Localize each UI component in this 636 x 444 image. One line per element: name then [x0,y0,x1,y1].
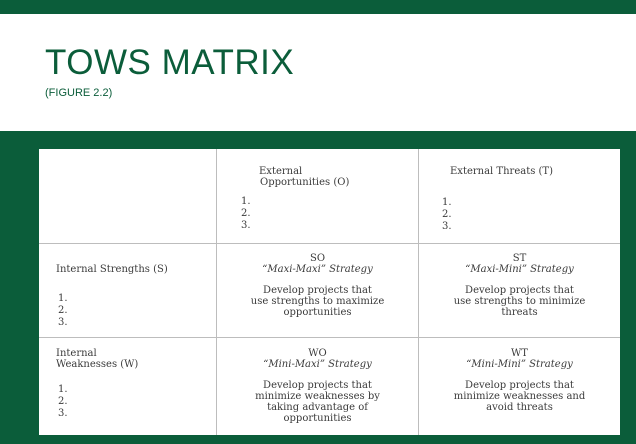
figure-caption: (FIGURE 2.2) [45,87,113,99]
grid-line-horizontal-2 [39,337,620,338]
st-description-line: Develop projects that [465,285,574,296]
opportunities-list [241,196,409,232]
so-description-line: Develop projects that [263,285,372,296]
weaknesses-label-line1: Internal [56,348,97,359]
list-item: 1. [241,196,251,207]
wo-description-line: minimize weaknesses by [255,391,380,402]
opportunities-label-line2: Opportunities (O) [260,177,350,188]
tows-matrix [39,149,620,435]
list-item: 2. [58,396,68,407]
weaknesses-cell [56,348,216,420]
list-item: 3. [241,220,251,231]
wt-description-line: minimize weaknesses and [453,391,586,402]
wt-strategy-name: “Mini-Mini” Strategy [466,359,573,370]
so-strategy-cell [217,253,418,318]
top-green-strip [0,0,636,14]
list-item: 3. [58,317,68,328]
grid-line-horizontal-1 [39,243,620,244]
threats-cell [442,166,612,233]
list-item: 2. [442,209,452,220]
so-code: SO [309,253,326,264]
opportunities-cell [241,166,409,232]
wt-strategy-cell [419,348,620,413]
list-item: 1. [58,293,68,304]
weaknesses-label-line2: Weaknesses (W) [56,359,139,370]
st-description [419,285,620,318]
opportunities-label-line1: External [259,166,303,177]
st-description-line: use strengths to minimize [453,296,586,307]
st-code: ST [512,253,527,264]
weaknesses-list [58,384,216,420]
strengths-label: Internal Strengths (S) [56,264,168,275]
list-item: 1. [58,384,68,395]
list-item: 2. [241,208,251,219]
wo-description-line: opportunities [283,413,352,424]
wo-description-line: taking advantage of [267,402,368,413]
wt-description-line: avoid threats [486,402,553,413]
so-description [217,285,418,318]
wo-description-line: Develop projects that [263,380,372,391]
so-description-line: use strengths to maximize [250,296,385,307]
strengths-cell [56,264,216,329]
wo-description [217,380,418,424]
st-strategy-name: “Maxi-Mini” Strategy [465,264,574,275]
wt-code: WT [511,348,528,359]
threats-list [442,197,612,233]
strengths-list [58,293,216,329]
so-strategy-name: “Maxi-Maxi” Strategy [262,264,373,275]
page-title: TOWS MATRIX [45,43,295,82]
list-item: 3. [58,408,68,419]
wo-code: WO [308,348,327,359]
threats-label: External Threats (T) [450,166,554,177]
wo-strategy-cell [217,348,418,424]
list-item: 1. [442,197,452,208]
wt-description-line: Develop projects that [465,380,574,391]
so-description-line: opportunities [283,307,352,318]
st-strategy-cell [419,253,620,318]
st-description-line: threats [501,307,538,318]
wt-description [419,380,620,413]
list-item: 3. [442,221,452,232]
list-item: 2. [58,305,68,316]
wo-strategy-name: “Mini-Maxi” Strategy [263,359,372,370]
